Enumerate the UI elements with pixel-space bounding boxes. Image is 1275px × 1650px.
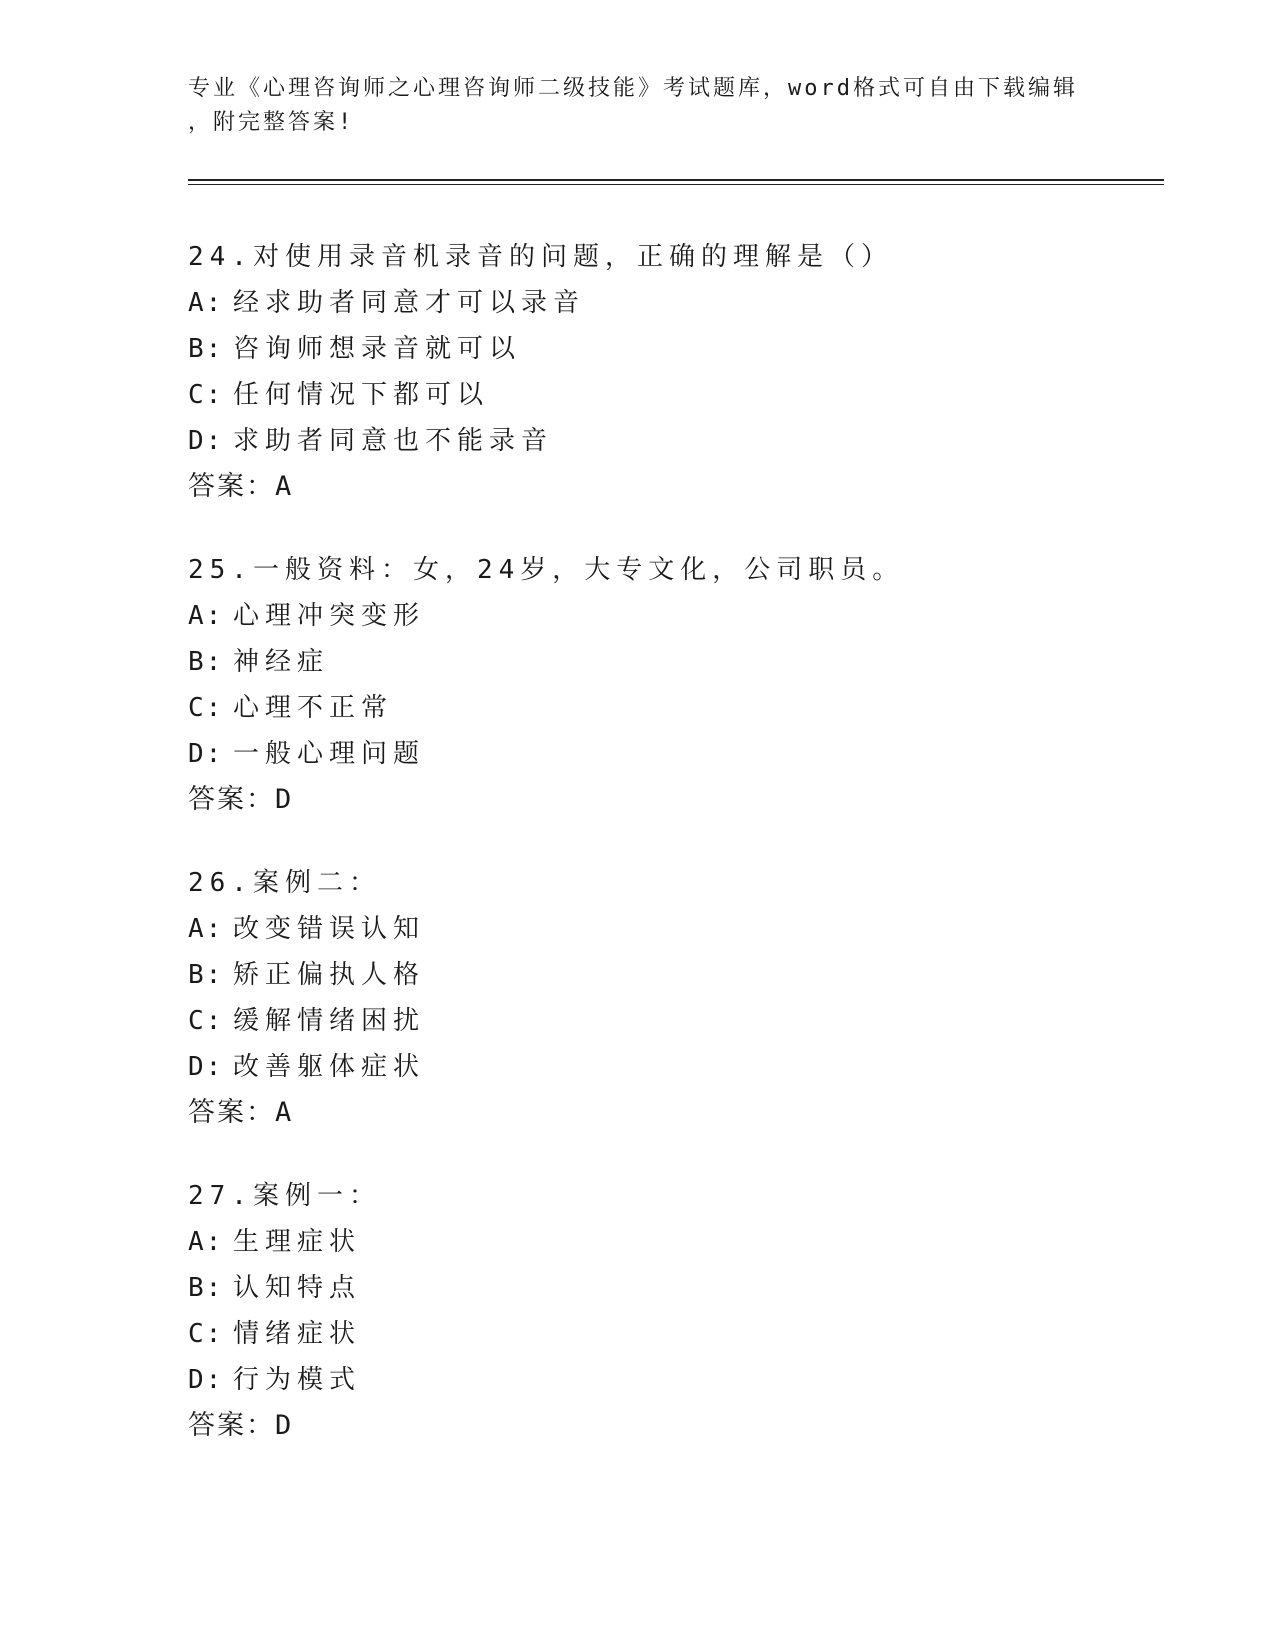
question-25 — [188, 547, 1148, 823]
answer-value: D — [275, 1410, 294, 1441]
answer-line — [188, 1403, 1148, 1449]
question-stem: 27.案例一： — [188, 1181, 381, 1211]
option-letter: A: — [188, 1227, 224, 1257]
option-a — [188, 906, 1148, 952]
option-a — [188, 280, 1148, 326]
option-letter: D: — [188, 426, 224, 456]
option-d — [188, 1044, 1148, 1090]
option-d — [188, 1357, 1148, 1403]
answer-line — [188, 1090, 1148, 1136]
option-letter: C: — [188, 693, 224, 723]
option-letter: C: — [188, 1006, 224, 1036]
option-text: 改善躯体症状 — [233, 1052, 426, 1082]
answer-label: 答案： — [188, 1410, 275, 1441]
option-text: 情绪症状 — [233, 1319, 362, 1349]
option-c — [188, 685, 1148, 731]
option-letter: B: — [188, 647, 224, 677]
option-c — [188, 998, 1148, 1044]
option-letter: B: — [188, 960, 224, 990]
answer-label: 答案： — [188, 471, 275, 502]
option-letter: C: — [188, 1319, 224, 1349]
option-c — [188, 372, 1148, 418]
answer-label: 答案： — [188, 1097, 275, 1128]
option-letter: C: — [188, 380, 224, 410]
question-stem: 24.对使用录音机录音的问题，正确的理解是（） — [188, 242, 893, 272]
option-letter: D: — [188, 1052, 224, 1082]
question-stem: 26.案例二： — [188, 868, 381, 898]
option-text: 改变错误认知 — [233, 914, 426, 944]
option-c — [188, 1311, 1148, 1357]
option-text: 任何情况下都可以 — [233, 380, 490, 410]
option-a — [188, 593, 1148, 639]
option-text: 缓解情绪困扰 — [233, 1006, 426, 1036]
option-b — [188, 639, 1148, 685]
answer-line — [188, 464, 1148, 510]
option-text: 行为模式 — [233, 1365, 362, 1395]
question-26 — [188, 860, 1148, 1136]
option-text: 咨询师想录音就可以 — [233, 334, 522, 364]
option-d — [188, 418, 1148, 464]
option-b — [188, 1265, 1148, 1311]
option-letter: D: — [188, 739, 224, 769]
option-text: 生理症状 — [233, 1227, 362, 1257]
option-text: 矫正偏执人格 — [233, 960, 426, 990]
option-text: 求助者同意也不能录音 — [233, 426, 554, 456]
answer-value: A — [275, 471, 294, 502]
option-letter: A: — [188, 601, 224, 631]
question-stem: 25.一般资料：女，24岁，大专文化，公司职员。 — [188, 555, 905, 585]
option-letter: B: — [188, 1273, 224, 1303]
option-letter: B: — [188, 334, 224, 364]
header-title-line-1: 专业《心理咨询师之心理咨询师二级技能》考试题库，word格式可自由下载编辑 — [188, 76, 1078, 101]
header-divider-thin — [188, 184, 1164, 185]
option-d — [188, 731, 1148, 777]
document-header — [188, 72, 1088, 140]
option-letter: A: — [188, 914, 224, 944]
answer-label: 答案： — [188, 784, 275, 815]
option-text: 认知特点 — [233, 1273, 362, 1303]
option-a — [188, 1219, 1148, 1265]
question-24 — [188, 234, 1148, 510]
header-title-line-2: ，附完整答案! — [188, 110, 355, 135]
question-list — [188, 234, 1148, 1486]
option-letter: D: — [188, 1365, 224, 1395]
option-text: 心理冲突变形 — [233, 601, 426, 631]
answer-value: A — [275, 1097, 294, 1128]
option-letter: A: — [188, 288, 224, 318]
question-27 — [188, 1173, 1148, 1449]
header-divider-thick — [188, 179, 1164, 181]
option-b — [188, 326, 1148, 372]
option-b — [188, 952, 1148, 998]
answer-line — [188, 777, 1148, 823]
option-text: 心理不正常 — [233, 693, 394, 723]
option-text: 经求助者同意才可以录音 — [233, 288, 586, 318]
option-text: 神经症 — [233, 647, 330, 677]
answer-value: D — [275, 784, 294, 815]
option-text: 一般心理问题 — [233, 739, 426, 769]
